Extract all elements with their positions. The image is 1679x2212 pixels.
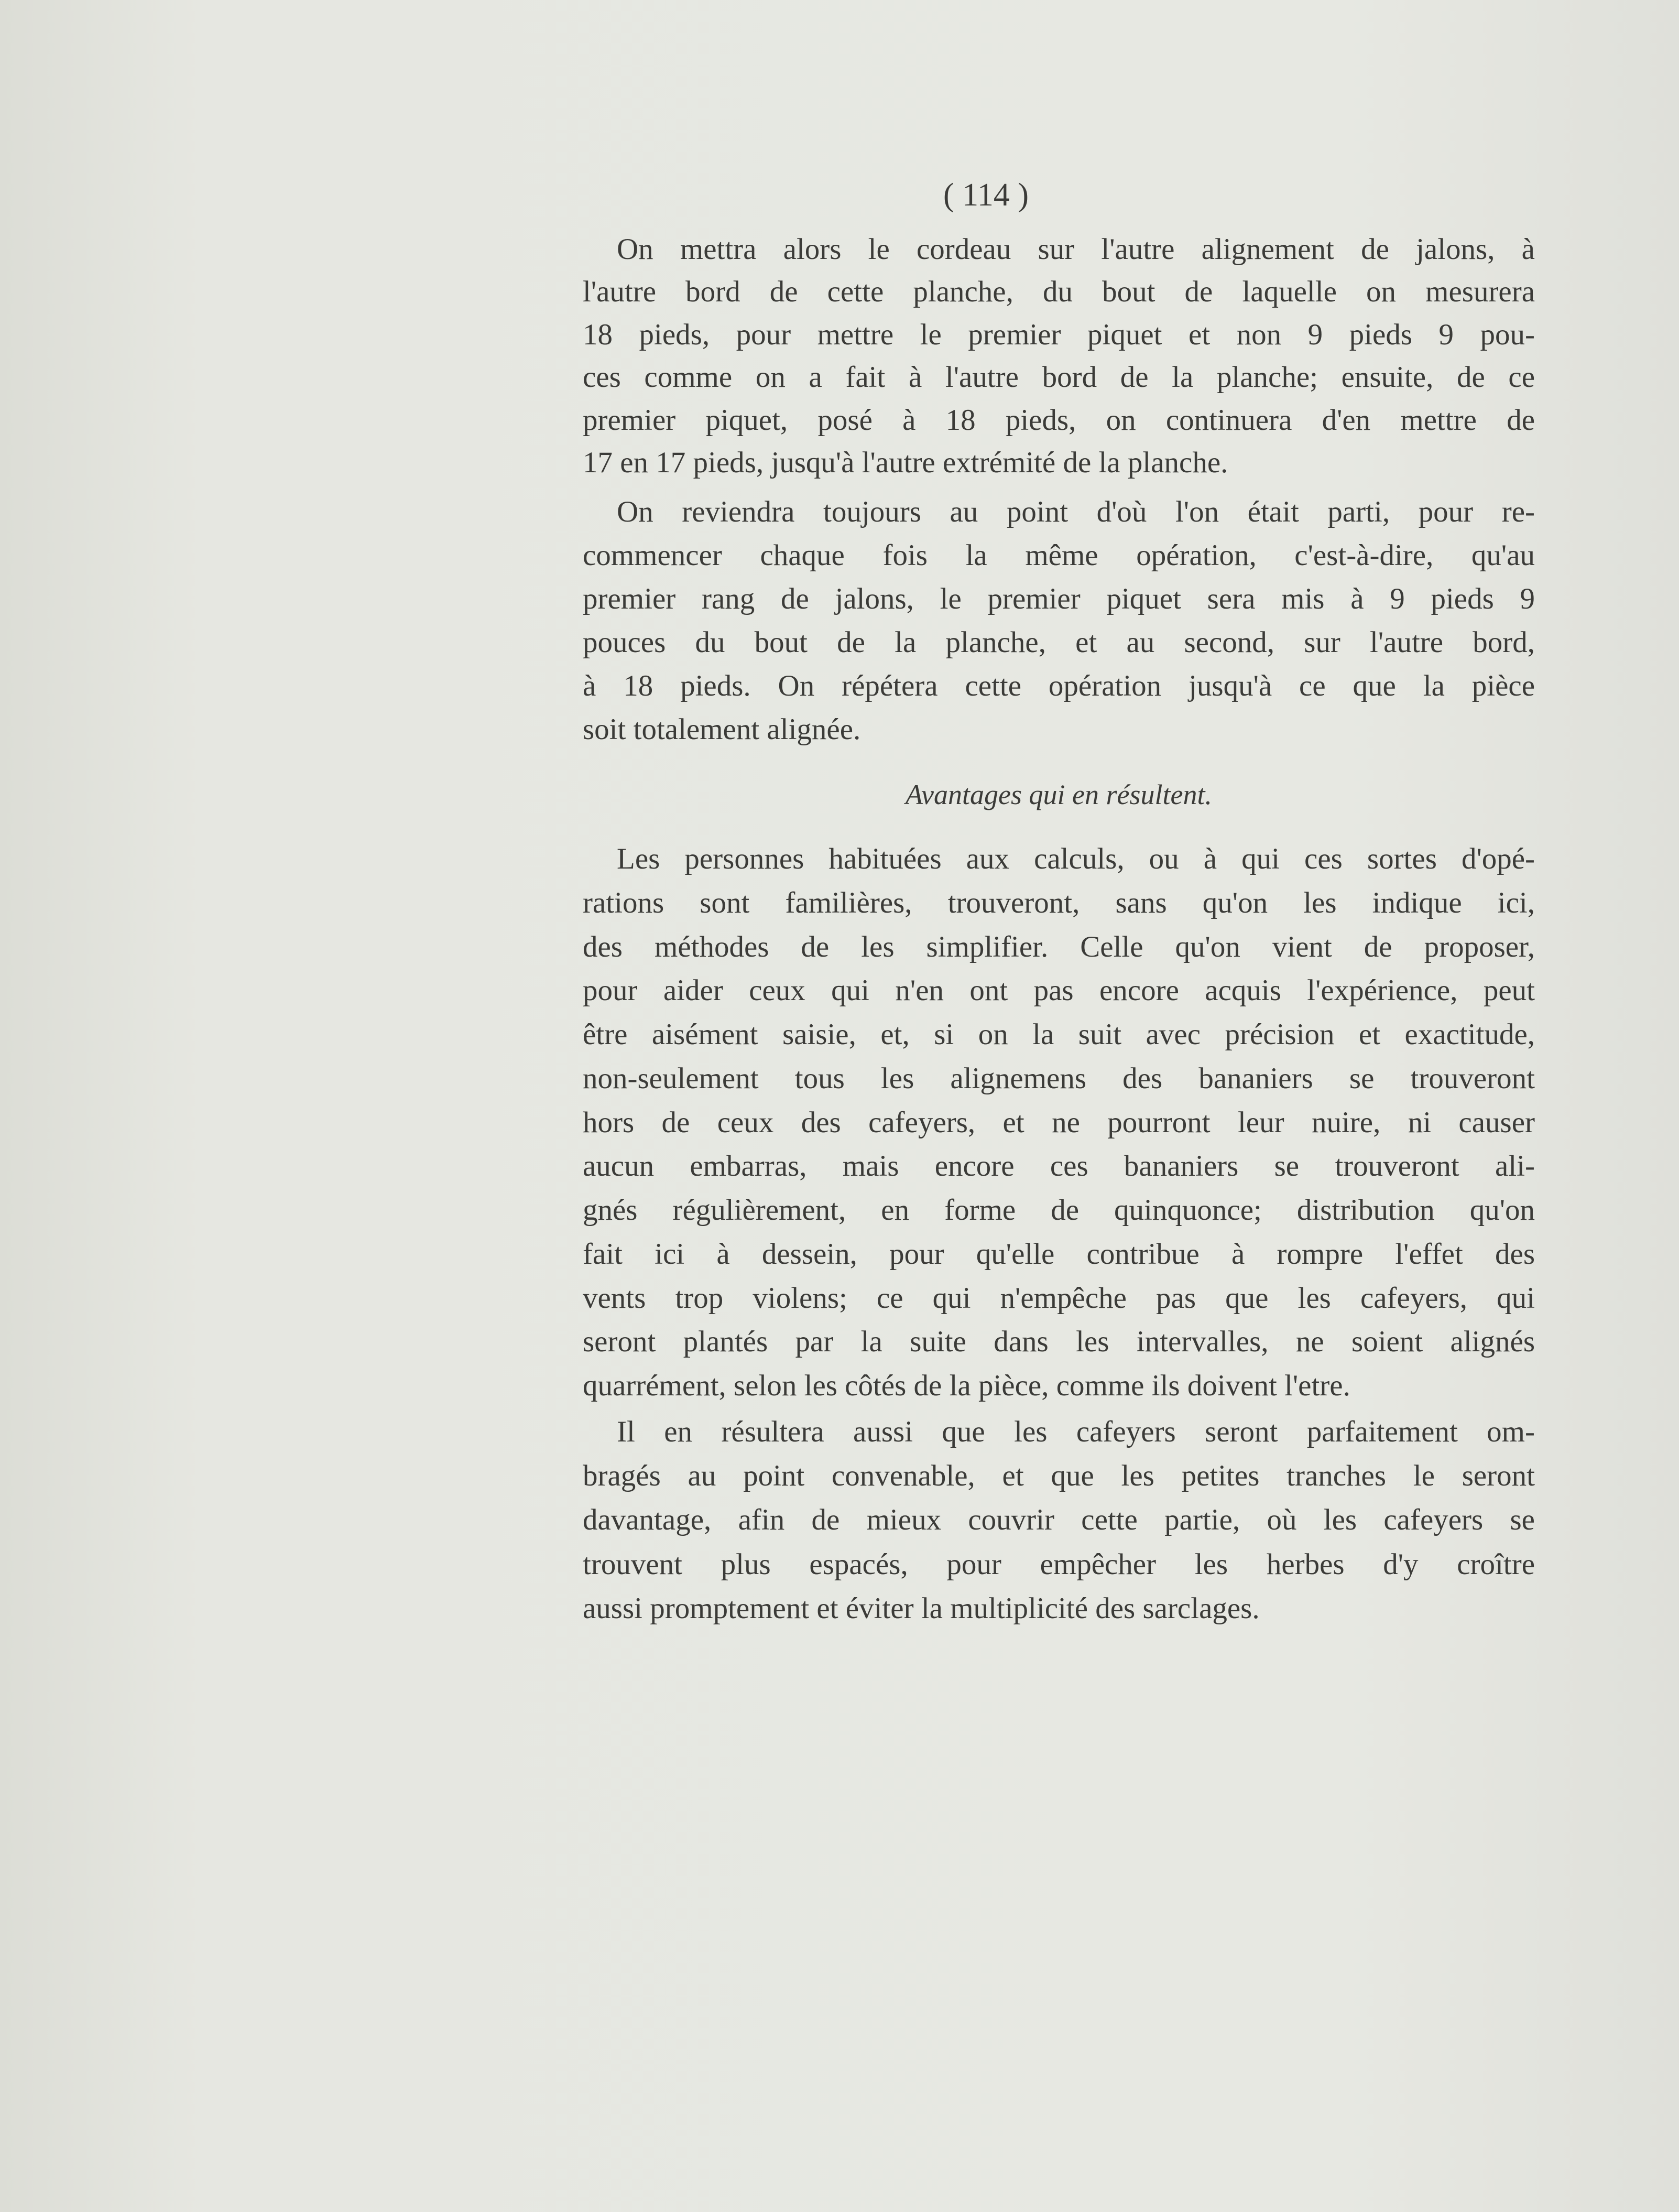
text-line: seront plantés par la suite dans les intervalles, ne soient alignés (583, 1325, 1535, 1359)
text-line: aucun embarras, mais encore ces bananiers se trouveront ali- (583, 1150, 1535, 1183)
text-line: trouvent plus espacés, pour empêcher les herbes d'y croître (583, 1547, 1535, 1581)
text-line: premier rang de jalons, le premier piquet sera mis à 9 pieds 9 (583, 582, 1535, 615)
text-line: davantage, afin de mieux couvrir cette partie, où les cafeyers se (583, 1503, 1535, 1537)
text-line: 17 en 17 pieds, jusqu'à l'autre extrémité de la planche. (583, 446, 1228, 479)
text-line: hors de ceux des cafeyers, et ne pourront leur nuire, ni causer (583, 1105, 1535, 1139)
text-line: ces comme on a fait à l'autre bord de la planche; ensuite, de ce (583, 361, 1535, 394)
text-line: On mettra alors le cordeau sur l'autre alignement de jalons, à (617, 233, 1535, 266)
text-line: pouces du bout de la planche, et au second, sur l'autre bord, (583, 626, 1535, 659)
section-heading: Avantages qui en résultent. (906, 779, 1212, 810)
text-line: Les personnes habituées aux calculs, ou à qui ces sortes d'opé- (617, 842, 1535, 875)
text-line: rations sont familières, trouveront, sans qu'on les indique ici, (583, 886, 1535, 919)
text-line: aussi promptement et éviter la multiplicité des sarclages. (583, 1591, 1260, 1625)
text-line: Il en résultera aussi que les cafeyers seront parfaitement om- (617, 1415, 1535, 1448)
text-line: quarrément, selon les côtés de la pièce, comme ils doivent l'etre. (583, 1369, 1350, 1402)
page-number: ( 114 ) (943, 177, 1029, 213)
text-line: bragés au point convenable, et que les petites tranches le seront (583, 1459, 1535, 1493)
text-line: vents trop violens; ce qui n'empêche pas que les cafeyers, qui (583, 1281, 1535, 1315)
text-line: On reviendra toujours au point d'où l'on était parti, pour re- (617, 495, 1535, 528)
text-line: l'autre bord de cette planche, du bout de laquelle on mesurera (583, 275, 1535, 309)
text-line: commencer chaque fois la même opération, c'est-à-dire, qu'au (583, 539, 1535, 572)
text-line: des méthodes de les simplifier. Celle qu'on vient de proposer, (583, 930, 1535, 963)
text-line: premier piquet, posé à 18 pieds, on continuera d'en mettre de (583, 403, 1535, 437)
text-line: gnés régulièrement, en forme de quinquonce; distribution qu'on (583, 1194, 1535, 1227)
text-line: 18 pieds, pour mettre le premier piquet et non 9 pieds 9 pou- (583, 318, 1535, 351)
text-line: être aisément saisie, et, si on la suit avec précision et exactitude, (583, 1018, 1535, 1051)
text-line: pour aider ceux qui n'en ont pas encore acquis l'expérience, peut (583, 974, 1535, 1007)
text-line: soit totalement alignée. (583, 713, 861, 746)
text-line: fait ici à dessein, pour qu'elle contribue à rompre l'effet des (583, 1237, 1535, 1271)
text-line: à 18 pieds. On répétera cette opération jusqu'à ce que la pièce (583, 669, 1535, 702)
text-line: non-seulement tous les alignemens des bananiers se trouveront (583, 1061, 1535, 1095)
